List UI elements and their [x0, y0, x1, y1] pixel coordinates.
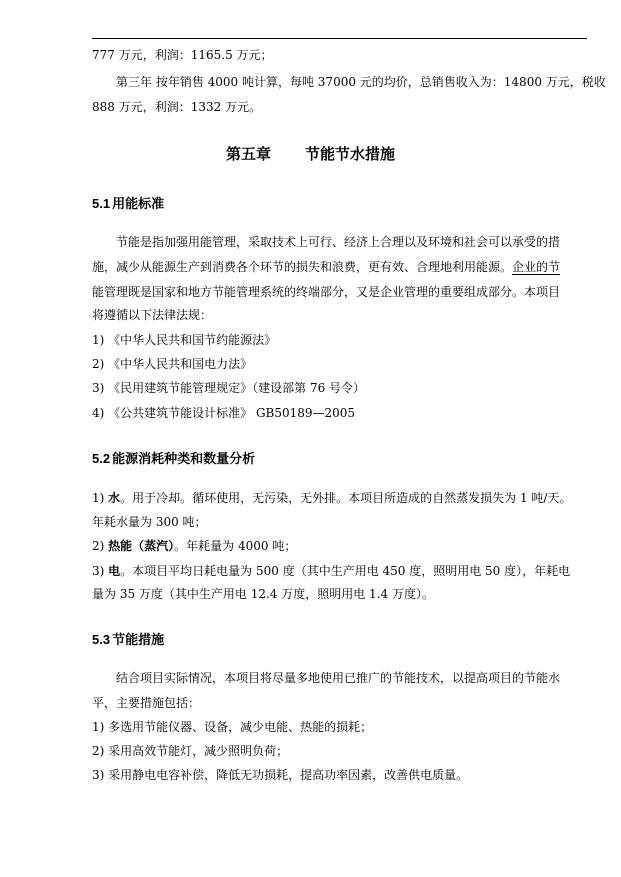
text-line: 888 万元，利润：1332 万元。 — [92, 100, 262, 114]
list-number: 3) — [92, 564, 109, 578]
paragraph-line: 平，主要措施包括： — [92, 696, 201, 710]
section-number: 5.2 — [92, 451, 111, 466]
paragraph-line — [92, 259, 560, 275]
list-text: 。年耗量为 4000 吨； — [174, 539, 297, 553]
chapter-number: 第五章 — [225, 145, 271, 163]
list-item: 4) 《公共建筑节能设计标准》 GB50189—2005 — [92, 406, 356, 420]
section-heading — [92, 193, 164, 212]
list-item: 3) 采用静电电容补偿，降低无功损耗，提高功率因素，改善供电质量。 — [92, 768, 469, 782]
chapter-name: 节能节水措施 — [305, 145, 396, 163]
paragraph-line: 节能是指加强用能管理，采取技术上可行、经济上合理以及环境和社会可以承受的措 — [116, 235, 561, 249]
list-number: 2) — [92, 539, 109, 553]
list-term: 热能（蒸汽） — [108, 539, 175, 553]
paragraph-text-underlined: 企业的节 — [512, 260, 561, 274]
section-heading — [92, 448, 255, 467]
list-item — [92, 490, 571, 506]
section-number: 5.1 — [92, 196, 111, 211]
list-item: 2) 采用高效节能灯，减少照明负荷； — [92, 744, 289, 758]
text-line: 777 万元，利润：1165.5 万元； — [92, 48, 273, 62]
list-term: 水 — [108, 491, 121, 505]
header-rule — [92, 38, 587, 39]
chapter-title — [0, 143, 621, 164]
section-title: 能源消耗种类和数量分析 — [112, 452, 256, 467]
paragraph-line: 将遵循以下法律法规： — [92, 308, 213, 322]
section-heading — [92, 629, 164, 648]
list-number: 1) — [92, 491, 109, 505]
list-text: 。用于冷却。循环使用，无污染，无外排。本项目所造成的自然蒸发损失为 1 吨/天。 — [120, 491, 572, 505]
list-term: 电 — [108, 564, 121, 578]
paragraph-line: 结合项目实际情况，本项目将尽量多地使用已推广的节能技术，以提高项目的节能水 — [116, 671, 561, 685]
text-line: 第三年 按年销售 4000 吨计算，每吨 37000 元的均价，总销售收入为：14800 万元，税收 — [116, 75, 606, 89]
list-item: 1) 《中华人民共和国节约能源法》 — [92, 333, 277, 347]
paragraph-text: 施，减少从能源生产到消费各个环节的损失和浪费，更有效、合理地利用能源。 — [92, 260, 513, 274]
list-text: 。本项目平均日耗电量为 500 度（其中生产用电 450 度，照明用电 50 度），年耗电 — [120, 564, 571, 578]
section-title: 用能标准 — [112, 197, 165, 212]
list-item-continuation: 量为 35 万度（其中生产用电 12.4 万度，照明用电 1.4 万度）。 — [92, 587, 434, 601]
section-number: 5.3 — [92, 632, 111, 647]
list-item — [92, 538, 296, 554]
list-item — [92, 563, 570, 579]
list-item: 3) 《民用建筑节能管理规定》（建设部第 76 号令） — [92, 381, 366, 395]
paragraph-line: 能管理既是国家和地方节能管理系统的终端部分，又是企业管理的重要组成部分。本项目 — [92, 285, 561, 299]
list-item: 1) 多选用节能仪器、设备，减少电能、热能的损耗； — [92, 720, 373, 734]
list-item-continuation: 年耗水量为 300 吨； — [92, 515, 207, 529]
list-item: 2) 《中华人民共和国电力法》 — [92, 357, 253, 371]
section-title: 节能措施 — [112, 633, 165, 648]
